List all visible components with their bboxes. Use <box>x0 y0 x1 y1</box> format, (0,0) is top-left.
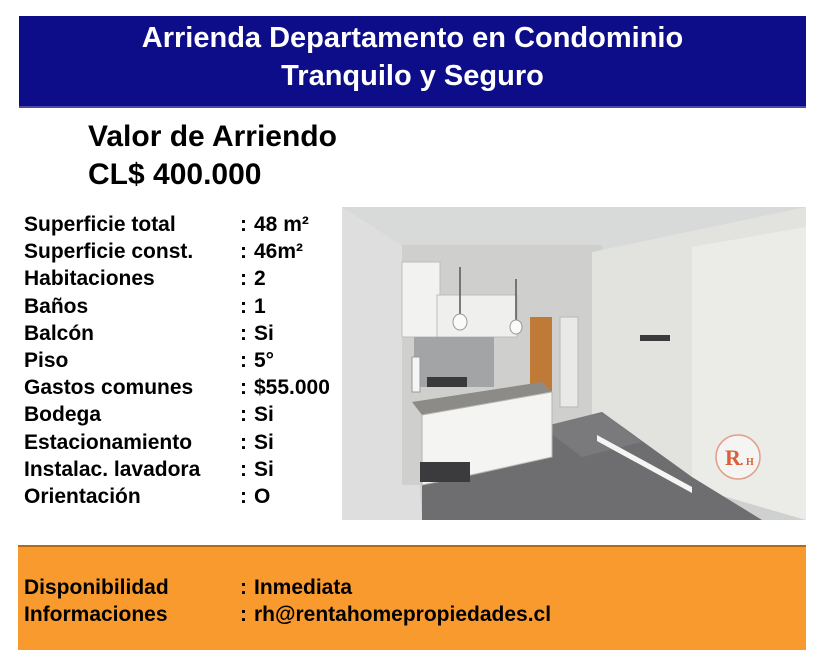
spec-row <box>24 238 330 265</box>
spec-separator: : <box>240 348 247 372</box>
spec-label: Piso <box>24 348 69 372</box>
info-banner <box>18 545 806 650</box>
spec-row <box>24 265 330 292</box>
header-banner <box>19 16 806 108</box>
info-value: Inmediata <box>254 576 353 599</box>
spec-row <box>24 320 330 347</box>
spec-row <box>24 429 330 456</box>
info-separator: : <box>240 603 247 626</box>
specs-list <box>24 211 330 510</box>
spec-separator: : <box>240 430 247 454</box>
svg-text:.: . <box>740 454 744 469</box>
spec-row <box>24 483 330 510</box>
spec-value: $55.000 <box>254 376 330 400</box>
spec-separator: : <box>240 213 247 236</box>
spec-label: Gastos comunes <box>24 376 194 400</box>
spec-separator: : <box>240 457 247 481</box>
spec-value: Si <box>254 457 274 481</box>
info-label: Informaciones <box>24 603 168 626</box>
spec-separator: : <box>240 376 247 400</box>
spec-row <box>24 401 330 428</box>
spec-value: 5° <box>254 348 275 372</box>
spec-value: 1 <box>254 294 266 318</box>
spec-row <box>24 347 330 374</box>
spec-row <box>24 456 330 483</box>
spec-separator: : <box>240 294 247 318</box>
spec-label: Orientación <box>24 484 141 508</box>
price-value: CL$ 400.000 <box>88 158 262 191</box>
header-title-line-1: Arrienda Departamento en Condominio <box>141 22 684 54</box>
header-title-line-2: Tranquilo y Seguro <box>281 60 544 92</box>
info-separator: : <box>240 576 247 599</box>
spec-label: Baños <box>24 294 89 318</box>
spec-label: Superficie total <box>24 213 176 236</box>
price-label: Valor de Arriendo <box>88 120 337 153</box>
spec-label: Balcón <box>24 321 95 345</box>
svg-text:H: H <box>746 457 754 468</box>
contact-email: rh@rentahomepropiedades.cl <box>254 603 552 626</box>
spec-row <box>24 211 330 238</box>
spec-value: 46m² <box>254 240 304 264</box>
spec-label: Habitaciones <box>24 267 155 291</box>
spec-label: Bodega <box>24 403 102 427</box>
spec-row <box>24 374 330 401</box>
price-block <box>88 118 337 194</box>
spec-separator: : <box>240 240 247 264</box>
spec-value: 2 <box>254 267 266 291</box>
spec-row <box>24 293 330 320</box>
spec-value: Si <box>254 321 274 345</box>
spec-value: Si <box>254 403 274 427</box>
spec-value: 48 m² <box>254 213 309 236</box>
spec-value: O <box>254 484 271 508</box>
spec-separator: : <box>240 403 247 427</box>
spec-separator: : <box>240 484 247 508</box>
spec-label: Estacionamiento <box>24 430 193 454</box>
info-row-availability <box>24 574 806 601</box>
spec-label: Instalac. lavadora <box>24 457 201 481</box>
apartment-photo <box>342 207 806 520</box>
info-row-contact <box>24 601 806 628</box>
spec-separator: : <box>240 267 247 291</box>
info-label: Disponibilidad <box>24 576 169 599</box>
watermark-logo: R <box>725 445 741 470</box>
spec-separator: : <box>240 321 247 345</box>
spec-label: Superficie const. <box>24 240 194 264</box>
spec-value: Si <box>254 430 274 454</box>
